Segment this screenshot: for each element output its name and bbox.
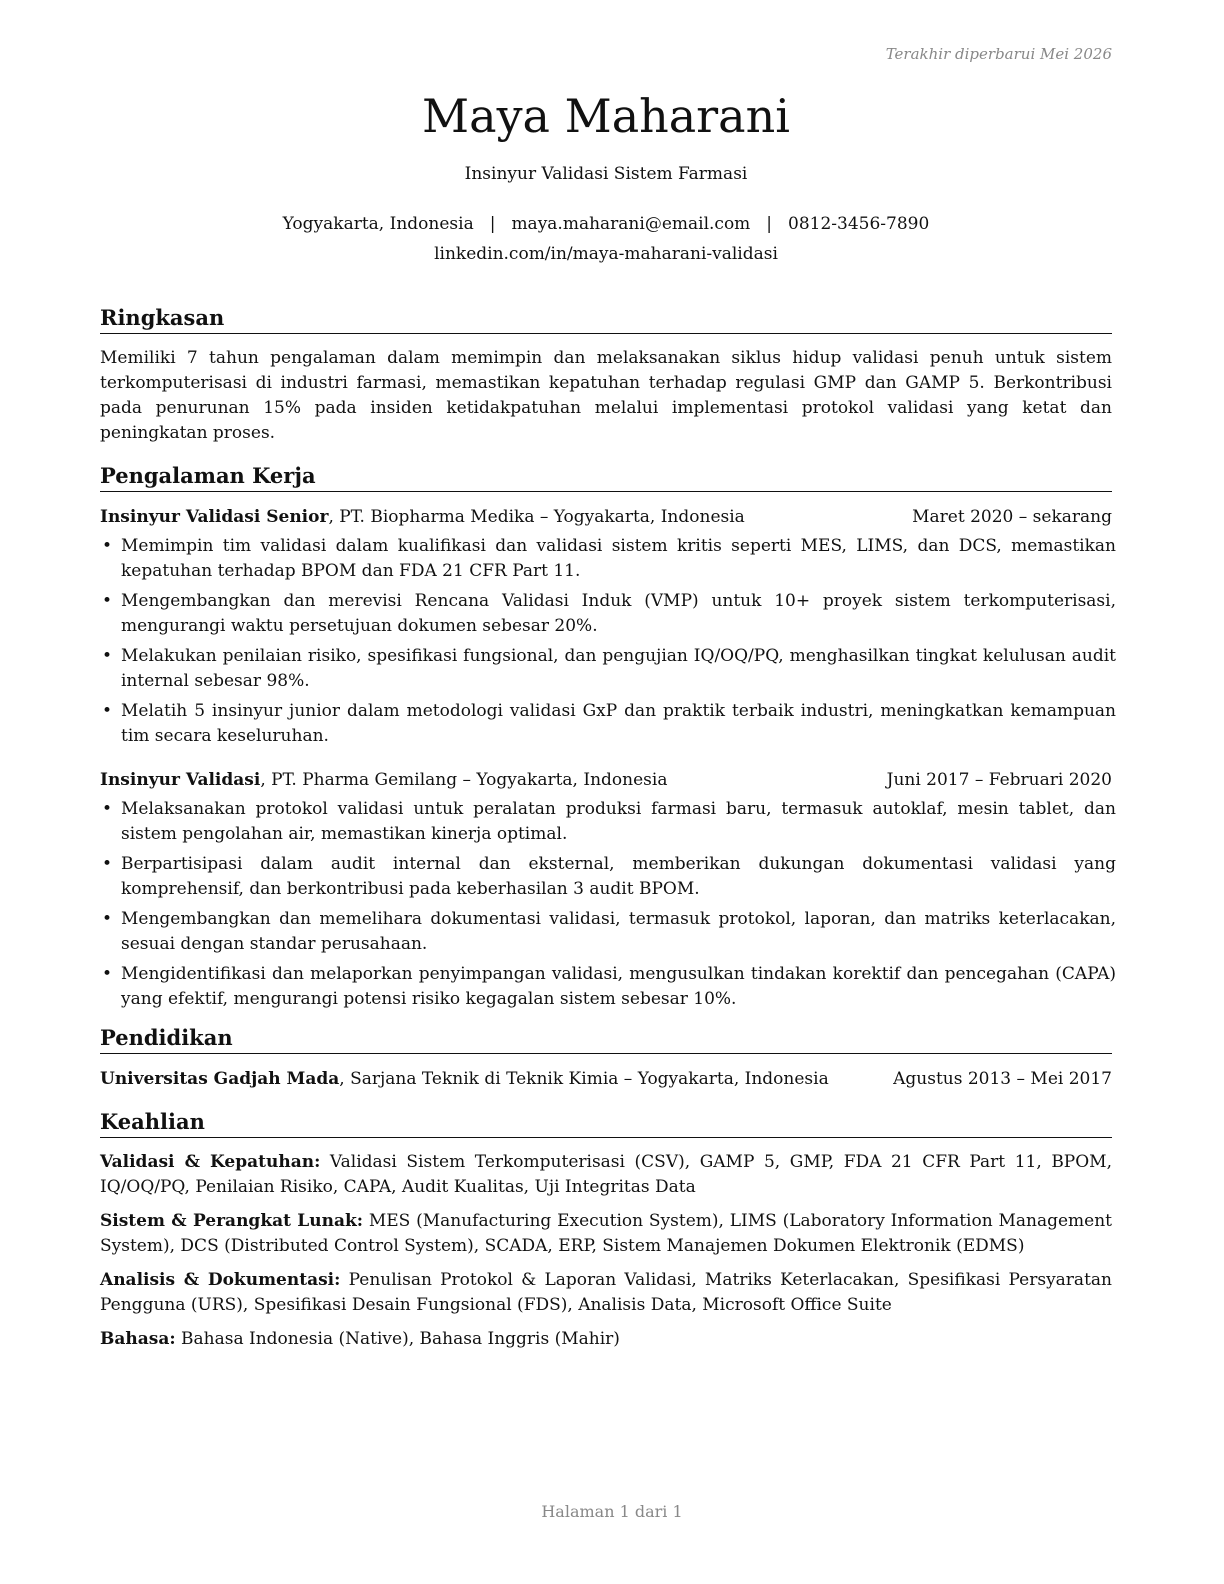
contact-location: Yogyakarta, Indonesia (282, 214, 474, 234)
education-entry (100, 1066, 1112, 1092)
contact-line (100, 214, 1112, 234)
education-dates: Agustus 2013 – Mei 2017 (893, 1069, 1112, 1089)
job-entry (100, 504, 1116, 749)
list-item (100, 852, 1116, 902)
contact-phone: 0812-3456-7890 (788, 214, 930, 234)
skill-label: Sistem & Perangkat Lunak: (100, 1211, 364, 1231)
resume-body (100, 304, 1116, 1361)
bullet-text: Melaksanakan protokol validasi untuk peralatan produksi farmasi baru, termasuk autoklaf, mesin tablet, dan sistem pengolahan air, memastikan kinerja optimal. (121, 799, 1116, 844)
bullet-text: Berpartisipasi dalam audit internal dan eksternal, memberikan dukungan dokumentasi validasi yang komprehensif, dan berkontribusi pada keberhasilan 3 audit BPOM. (121, 854, 1116, 899)
skill-group (100, 1268, 1112, 1318)
job-header (100, 767, 1112, 793)
list-item (100, 699, 1116, 749)
skill-text: Penulisan Protokol & Laporan Validasi, Matriks Keterlacakan, Spesifikasi Persyaratan Pengguna (URS), Spesifikasi Desain Fungsional (FDS), Analisis Data, Microsoft Office Suite (100, 1270, 1112, 1315)
bullet-icon: • (102, 964, 113, 984)
bullet-icon: • (102, 854, 113, 874)
job-role: Insinyur Validasi Senior (100, 507, 329, 527)
job-dates: Juni 2017 – Februari 2020 (886, 770, 1112, 790)
list-item (100, 797, 1116, 847)
bullet-text: Melakukan penilaian risiko, spesifikasi fungsional, dan pengujian IQ/OQ/PQ, menghasilkan tingkat kelulusan audit internal sebesar 98%. (121, 646, 1116, 691)
contact-separator: | (766, 214, 773, 234)
skill-label: Analisis & Dokumentasi: (100, 1270, 341, 1290)
skill-group (100, 1209, 1112, 1259)
job-bullets (100, 797, 1116, 1012)
job-role: Insinyur Validasi (100, 770, 261, 790)
bullet-icon: • (102, 591, 113, 611)
list-item (100, 644, 1116, 694)
bullet-text: Mengembangkan dan merevisi Rencana Validasi Induk (VMP) untuk 10+ proyek sistem terkomputerisasi, mengurangi waktu persetujuan dokumen sebesar 20%. (121, 591, 1116, 636)
list-item (100, 907, 1116, 957)
bullet-icon: • (102, 909, 113, 929)
list-item (100, 589, 1116, 639)
job-dates: Maret 2020 – sekarang (912, 507, 1112, 527)
job-company: , PT. Biopharma Medika – Yogyakarta, Indonesia (328, 507, 745, 527)
summary-text: Memiliki 7 tahun pengalaman dalam memimpin dan melaksanakan siklus hidup validasi penuh untuk sistem terkomputerisasi di industri farmasi, memastikan kepatuhan terhadap regulasi GMP dan GAMP 5. Berkontribusi pada penurunan 15% pada insiden ketidakpatuhan melalui implementasi protokol validasi yang ketat dan peningkatan proses. (100, 348, 1112, 443)
bullet-icon: • (102, 799, 113, 819)
skill-label: Validasi & Kepatuhan: (100, 1152, 321, 1172)
contact-separator: | (489, 214, 496, 234)
bullet-icon: • (102, 701, 113, 721)
last-updated-note: Terakhir diperbarui Mei 2026 (885, 45, 1112, 63)
bullet-text: Mengembangkan dan memelihara dokumentasi validasi, termasuk protokol, laporan, dan matriks keterlacakan, sesuai dengan standar perusahaan. (121, 909, 1116, 954)
page-number: Halaman 1 dari 1 (541, 1502, 683, 1521)
section-heading-skills: Keahlian (100, 1108, 1112, 1138)
section-heading-experience: Pengalaman Kerja (100, 462, 1112, 492)
skill-group (100, 1327, 1112, 1352)
education-detail: , Sarjana Teknik di Teknik Kimia – Yogyakarta, Indonesia (339, 1069, 829, 1089)
candidate-title: Insinyur Validasi Sistem Farmasi (464, 164, 748, 184)
job-entry (100, 767, 1116, 1012)
list-item (100, 962, 1116, 1012)
bullet-text: Melatih 5 insinyur junior dalam metodologi validasi GxP dan praktik terbaik industri, meningkatkan kemampuan tim secara keseluruhan. (121, 701, 1116, 746)
contact-linkedin[interactable]: linkedin.com/in/maya-maharani-validasi (434, 244, 778, 264)
section-heading-summary: Ringkasan (100, 304, 1112, 334)
skill-text: Validasi Sistem Terkomputerisasi (CSV), GAMP 5, GMP, FDA 21 CFR Part 11, BPOM, IQ/OQ/PQ, Penilaian Risiko, CAPA, Audit Kualitas, Uji Integritas Data (100, 1152, 1112, 1197)
job-bullets (100, 534, 1116, 749)
resume-header (100, 88, 1112, 264)
bullet-text: Mengidentifikasi dan melaporkan penyimpangan validasi, mengusulkan tindakan korektif dan pencegahan (CAPA) yang efektif, mengurangi potensi risiko kegagalan sistem sebesar 10%. (121, 964, 1116, 1009)
bullet-icon: • (102, 646, 113, 666)
job-company: , PT. Pharma Gemilang – Yogyakarta, Indonesia (260, 770, 668, 790)
skill-label: Bahasa: (100, 1329, 176, 1349)
section-heading-education: Pendidikan (100, 1024, 1112, 1054)
skill-group (100, 1150, 1112, 1200)
list-item (100, 534, 1116, 584)
candidate-name: Maya Maharani (422, 89, 790, 143)
education-school: Universitas Gadjah Mada (100, 1069, 340, 1089)
skill-text: Bahasa Indonesia (Native), Bahasa Inggris (Mahir) (175, 1329, 620, 1349)
skill-text: MES (Manufacturing Execution System), LIMS (Laboratory Information Management System), DCS (Distributed Control System), SCADA, ERP, Sistem Manajemen Dokumen Elektronik (EDMS) (100, 1211, 1112, 1256)
contact-email[interactable]: maya.maharani@email.com (511, 214, 751, 234)
job-header (100, 504, 1112, 530)
bullet-text: Memimpin tim validasi dalam kualifikasi dan validasi sistem kritis seperti MES, LIMS, dan DCS, memastikan kepatuhan terhadap BPOM dan FDA 21 CFR Part 11. (121, 536, 1116, 581)
bullet-icon: • (102, 536, 113, 556)
